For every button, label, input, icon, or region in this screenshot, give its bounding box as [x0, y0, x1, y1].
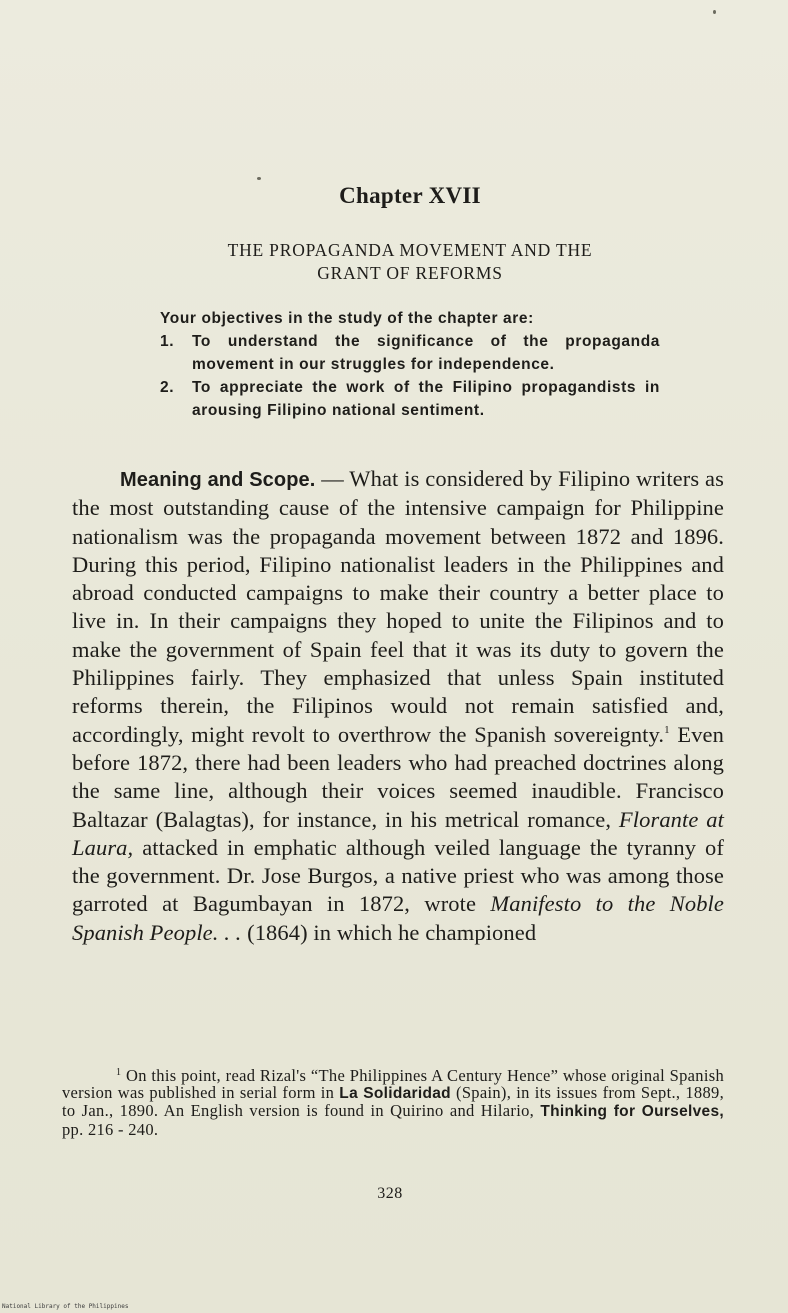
footnote-paragraph [62, 1067, 724, 1138]
paper-speck [713, 10, 716, 14]
heading-dash: — [315, 466, 350, 491]
body-text [72, 465, 724, 947]
page-number: 328 [377, 1185, 403, 1202]
chapter-title-line-2: GRANT OF REFORMS [317, 263, 503, 283]
objectives-box [160, 307, 660, 422]
objective-number: 2. [160, 379, 175, 396]
paper-speck [257, 177, 261, 180]
body-text-part-2: Even before 1872, there had been leaders who had preached doctrines along the same line, although their voices seemed inaudible. Francisco Baltazar (Balagtas), for instance, in his metrical romance, [72, 721, 724, 832]
footnote-bold-la-solidaridad: La Solidaridad [339, 1085, 451, 1103]
footnote [62, 1067, 724, 1138]
objective-text: To understand the significance of the propaganda movement in our struggles for independence. [192, 333, 660, 373]
objective-item [160, 330, 660, 376]
footnote-mark: 1 [116, 1067, 122, 1078]
library-watermark: National Library of the Philippines [2, 1303, 129, 1310]
italic-title-manifesto: Manifesto to the Noble Spanish People. . . [72, 891, 724, 945]
objective-text: To appreciate the work of the Filipino propagandists in arousing Filipino national sentiment. [192, 379, 660, 419]
chapter-title-line-1: THE PROPAGANDA MOVEMENT AND THE [227, 240, 593, 260]
footnote-reference: 1 [664, 723, 670, 736]
chapter-number: Chapter XVII [339, 183, 481, 208]
objective-number: 1. [160, 333, 175, 350]
objectives-intro: Your objectives in the study of the chapter are: [160, 310, 534, 327]
chapter-title [0, 239, 788, 285]
footnote-bold-thinking: Thinking for Ourselves, [540, 1103, 724, 1121]
body-text-part-1: What is considered by Filipino writers as the most outstanding cause of the intensive campaign for Philippine nationalism was the propaganda movement between 1872 and 1896. During this period, Filipino nationalist leaders in the Philippines and abroad conducted campaigns to make their country a better place to live in. In their campaigns they hoped to unite the Filipinos and to make the government of Spain feel that it was its duty to govern the Philippines fairly. They emphasized that unless Spain instituted reforms therein, the Filipinos would not remain satisfied and, accordingly, might revolt to overthrow the Spanish sovereignty. [72, 466, 724, 747]
footnote-text-3: pp. 216 - 240. [62, 1119, 159, 1139]
section-heading: Meaning and Scope. [120, 469, 316, 491]
body-text-part-4: (1864) in which he championed [241, 919, 537, 945]
objectives-list [160, 330, 660, 422]
body-text-part-3: attacked in emphatic although veiled language the tyranny of the government. Dr. Jose Burgos, a native priest who was among those garroted at Bagumbayan in 1872, wrote [72, 834, 724, 917]
objective-item [160, 376, 660, 422]
footnote-text-2: (Spain), in its issues from Sept., 1889, to Jan., 1890. An English version is found in Quirino and Hilario, [62, 1083, 724, 1121]
body-paragraph [72, 465, 724, 947]
italic-title-florante: Florante at Laura, [72, 806, 724, 860]
footnote-text-1: On this point, read Rizal's “The Philippines A Century Hence” whose original Spanish version was published in serial form in [62, 1066, 724, 1103]
